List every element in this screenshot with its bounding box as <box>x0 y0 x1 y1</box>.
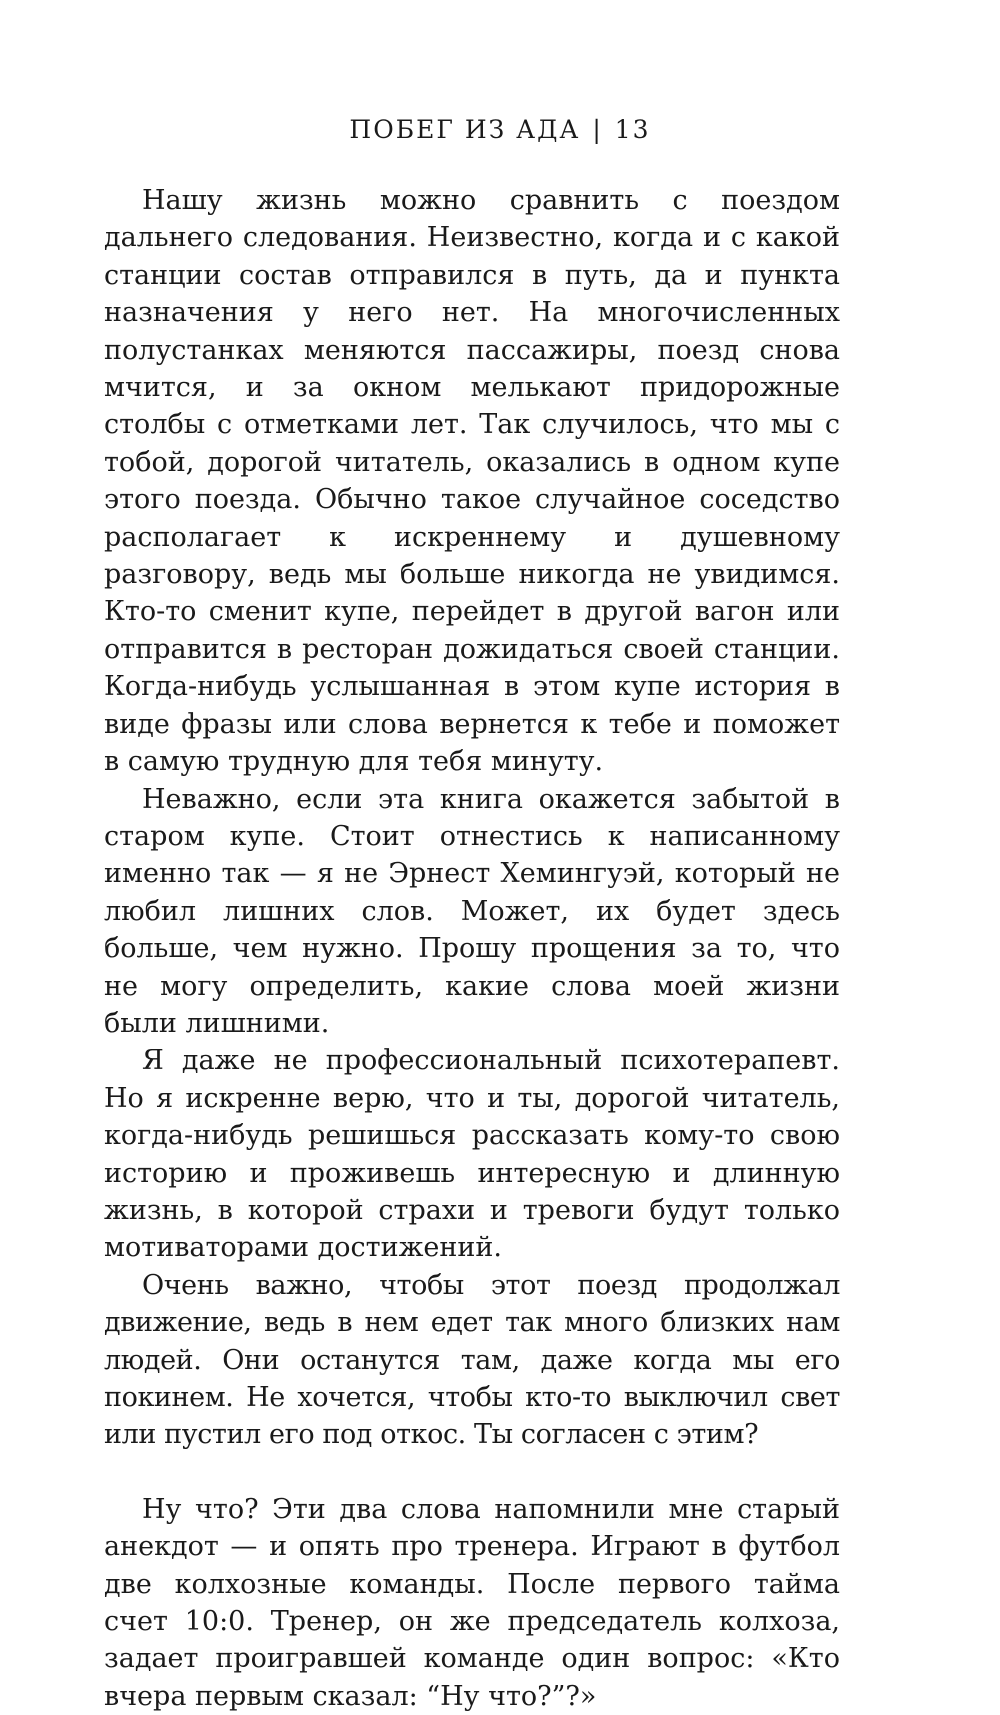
page-number: 13 <box>614 115 651 144</box>
section-break <box>104 1454 840 1491</box>
paragraph: Ну что? Эти два слова напомнили мне старый анекдот — и опять про тренера. Играют в футбол две колхозные команды. После первого тайма счет 10:0. Тренер, он же председатель колхоза, задает проигравшей команде один вопрос: «Кто вчера первым сказал: “Ну что?”?» <box>104 1493 840 1712</box>
running-title: ПОБЕГ ИЗ АДА <box>349 115 581 144</box>
paragraph: Очень важно, чтобы этот поезд продолжал движение, ведь в нем едет так много близких нам людей. Они останутся там, даже когда мы его покинем. Не хочется, чтобы кто-то выключил свет или пустил его под откос. Ты согласен с этим? <box>104 1269 840 1451</box>
paragraph: Я даже не профессиональный психотерапевт. Но я искренне верю, что и ты, дорогой читатель, когда-нибудь решишься рассказать кому-то свою историю и проживешь интересную и длинную жизнь, в которой страхи и тревоги будут только мотиваторами достижений. <box>104 1045 840 1264</box>
body-text <box>104 182 840 1715</box>
paragraph: Неважно, если эта книга окажется забытой в старом купе. Стоит отнестись к написанному именно так — я не Эрнест Хемингуэй, который не любил лишних слов. Может, их будет здесь больше, чем нужно. Прошу прощения за то, что не могу определить, какие слова моей жизни были лишними. <box>104 783 840 1039</box>
paragraph: Нашу жизнь можно сравнить с поездом дальнего следования. Неизвестно, когда и с какой станции состав отправился в путь, да и пункта назначения у него нет. На многочисленных полустанках меняются пассажиры, поезд снова мчится, и за окном мелькают придорожные столбы с отметками лет. Так случилось, что мы с тобой, дорогой читатель, оказались в одном купе этого поезда. Обычно такое случайное соседство располагает к искреннему и душевному разговору, ведь мы больше никогда не увидимся. Кто-то сменит купе, перейдет в другой вагон или отправится в ресторан дожидаться своей станции. Когда-нибудь услышанная в этом купе история в виде фразы или слова вернется к тебе и поможет в самую трудную для тебя минуту. <box>104 185 840 778</box>
header-separator: | <box>592 115 603 144</box>
running-header <box>0 110 1000 150</box>
